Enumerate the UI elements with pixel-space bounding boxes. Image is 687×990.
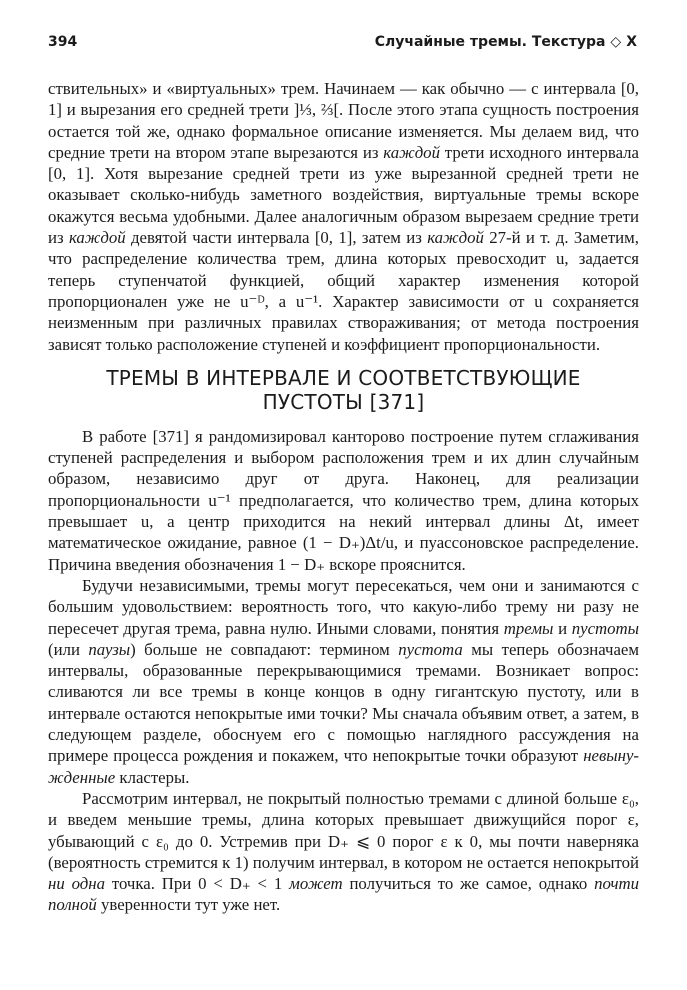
page-number: 394 [48, 34, 78, 50]
running-title-text: Случайные тремы. Текстура [374, 34, 606, 50]
running-title [375, 34, 637, 50]
paragraph-1: ствительных» и «виртуальных» трем. Начинаем — как обычно — с интервала [0, 1] и вырезания его средней трети ]⅓, ⅔[. После этого этапа сущность построения остается той же, однако формальное описание изменяется. Мы делаем вид, что средние трети на втором этапе вырезаются из каждой трети исходного интервала [0, 1]. Хотя вырезание средней трети из уже вырезанной средней трети не оказывает сколько-нибудь заметного воздействия, виртуальные тремы вскоре окажутся весьма удобными. Далее аналогичным образом вырезаем средние трети из каждой девятой части интервала [0, 1], затем из каждой 27-й и т. д. Заметим, что распределение количества трем, длина которых превосходит u, задается теперь ступенчатой функцией, общий характер изменения которой пропорционален уже не u⁻ᴰ, а u⁻¹. Характер зависимости от u сохраняется неизменным при различных правилах створаживания; от метода построения зависят только расположение ступеней и коэффициент пропорциональности. [48, 79, 639, 354]
paragraph-3: Будучи независимыми, тремы могут пересекаться, чем они и занимаются с большим удовольствием: вероятность того, что какую-либо трему ни разу не пересечет другая трема, равна нулю. Иными словами, понятия тремы и пустоты (или паузы) больше не совпадают: термином пустота мы теперь обозначаем интервалы, образованные перекрывающимися тремами. Возникает вопрос: сливаются ли все тремы в конце концов в одну гигантскую пустоту, или в интервале остаются непокрытые ими точки? Мы сначала объявим ответ, а затем, в следующем разделе, обоснуем его с помощью наглядного рассуждения на примере процесса рождения и покажем, что непокрытые точки образуют невынужденные кластеры. [48, 575, 640, 787]
diamond-separator-icon: ◇ [610, 34, 622, 50]
running-header [48, 34, 637, 54]
chapter-number: X [626, 34, 637, 50]
paragraph-4: Рассмотрим интервал, не покрытый полностью тремами с длиной больше ε₀, и введем меньшие тремы, длина которых превышает движущийся порог ε, убывающий с ε₀ до 0. Устремив при D₊ ⩽ 0 порог ε к 0, мы почти наверняка (вероятность стремится к 1) получим интервал, в котором не остается непокрытой ни одна точка. При 0 < D₊ < 1 может получиться то же самое, однако почти полной уверенности тут уже нет. [48, 788, 640, 915]
main-text [48, 78, 639, 916]
paragraph-2: В работе [371] я рандомизировал канторово построение путем сглаживания ступеней распределения и выбором расположения трем и их длин случайным образом, независимо друг от друга. Наконец, для реализации пропорциональности u⁻¹ предполагается, что количество трем, длина которых превышает u, а центр приходится на некий интервал длины Δt, имеет математическое ожидание, равное (1 − D₊)Δt/u, и пуассоновское распределение. Причина введения обозначения 1 − D₊ вскоре прояснится. [48, 426, 639, 574]
section-heading: ТРЕМЫ В ИНТЕРВАЛЕ И СООТВЕТСТВУЮЩИЕ ПУСТОТЫ [371] [106, 365, 581, 414]
